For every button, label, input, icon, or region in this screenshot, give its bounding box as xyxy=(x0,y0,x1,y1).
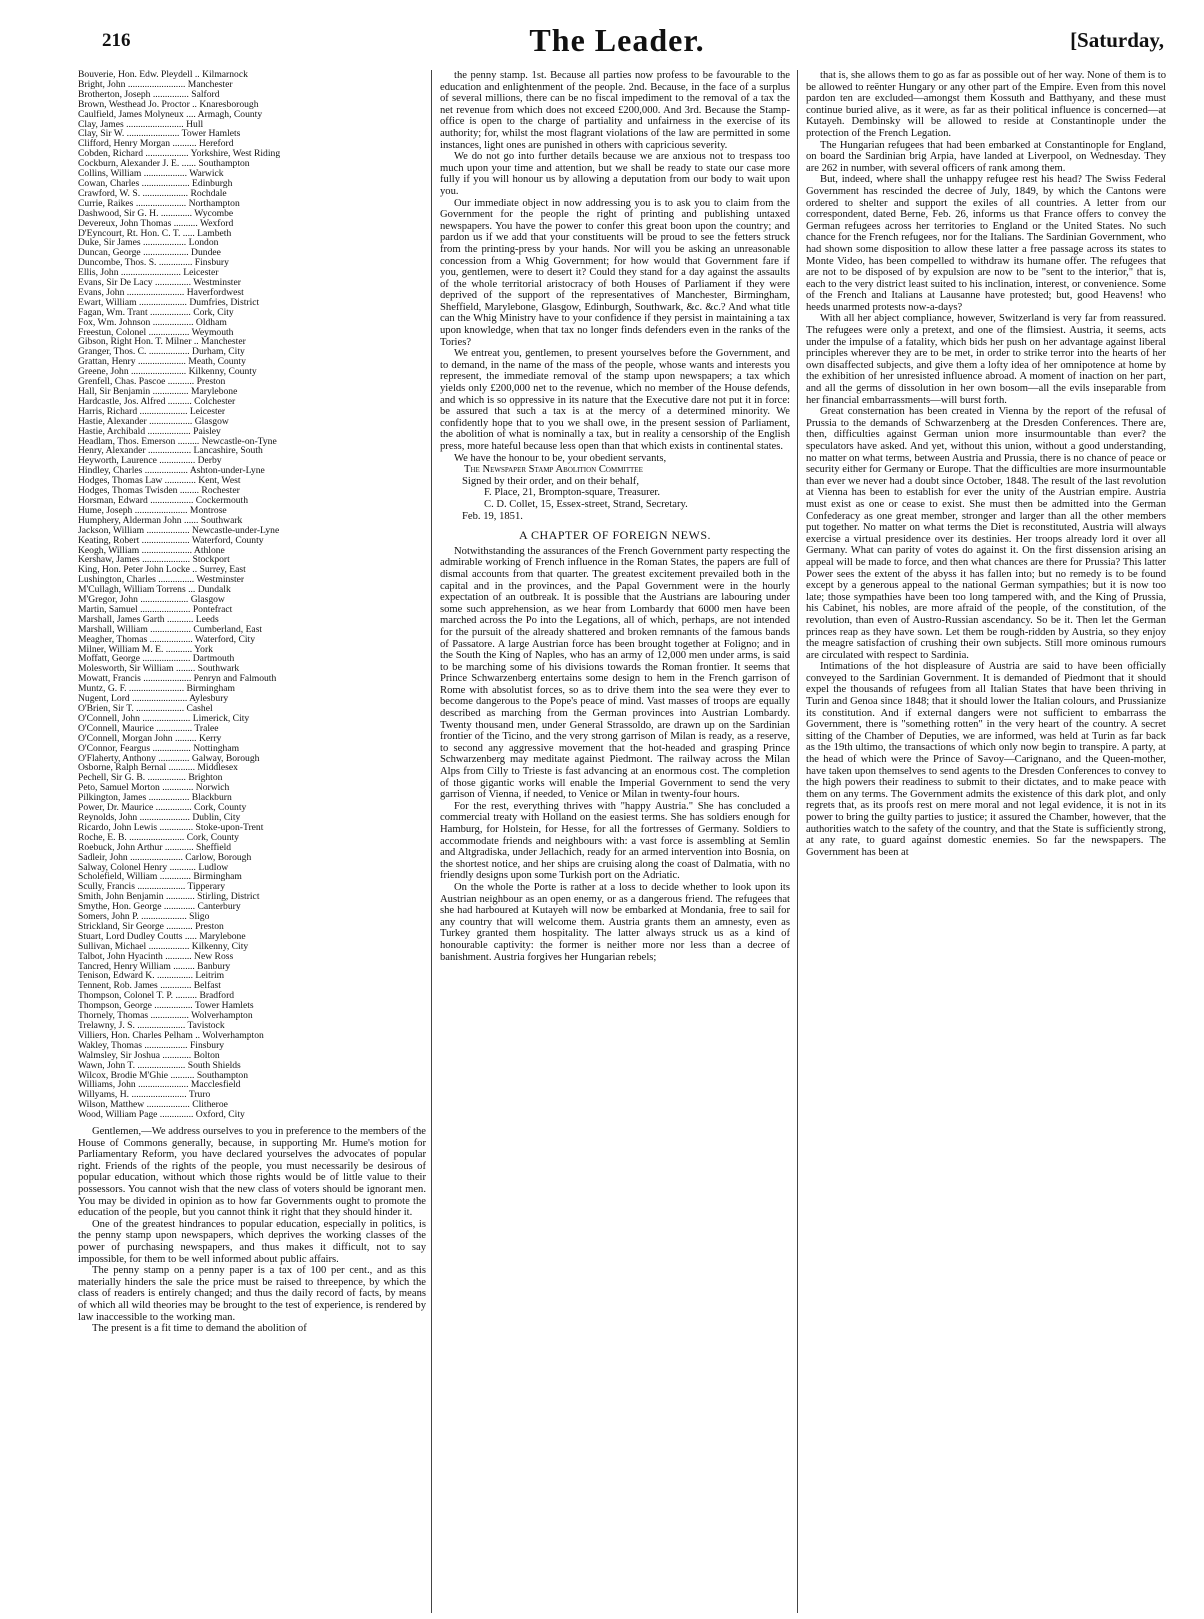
letter-date: Feb. 19, 1851. xyxy=(462,510,523,522)
member-entry: Horsman, Edward .................. Cockermouth xyxy=(78,495,248,506)
member-entry: Humphery, Alderman John ...... Southwark xyxy=(78,515,243,526)
letter-to-members xyxy=(78,1126,426,1335)
member-entry: O'Connell, Maurice ............... Tralee xyxy=(78,723,219,734)
member-entry: M'Cullagh, William Torrens ... Dundalk xyxy=(78,585,231,596)
member-entry: Stuart, Lord Dudley Coutts ..... Marylebone xyxy=(78,931,246,942)
member-entry: Nugent, Lord ....................... Aylesbury xyxy=(78,694,229,704)
paragraph: We do not go into further details because we are anxious not to trespass too much upon your time and attention, but we shall be ready to state our case more fully if you will honour us by allowing a deputation from our body to wait upon you. xyxy=(440,151,790,197)
member-entry: O'Connell, John .................... Limerick, City xyxy=(78,713,250,724)
member-entry: Wakley, Thomas .................. Finsbury xyxy=(78,1040,225,1051)
member-entry: Hardcastle, Jos. Alfred .......... Colchester xyxy=(78,396,236,407)
member-entry: O'Connell, Morgan John ......... Kerry xyxy=(78,733,222,744)
paragraph: Our immediate object in now addressing you is to ask you to claim from the Government for the people the right of printing and publishing untaxed newspapers. You have the power to confer this great boon upon the country; and pardon us if we add that your constituents will be proud to see the fetters struck from the printing-press by your hands. Nor will you be asking an unreasonable concession from a Whig Government; for how would that Government fare if you, gentlemen, were to desert it? Could they stand for a day against the assaults of the whole territorial aristocracy of both Houses of Parliament if they were deprived of the support of the representatives of Manchester, Birmingham, Sheffield, Marylebone, Glasgow, Edinburgh, Southwark, &c. &c.? And what title can the Whig Ministry have to your confidence if they persist in maintaining a tax upon knowledge, when that tax no longer finds defenders even in the ranks of the Tories? xyxy=(440,197,790,348)
paragraph: Gentlemen,—We address ourselves to you in preference to the members of the House of Commons generally, because, in supporting Mr. Hume's motion for Parliamentary Reform, you have declared yourselves the advocates of popular right. Friends of the rights of the people, you must necessarily be desirous of popular education, without which those rights would be of little value to their possessors. You cannot wish that the new class of voters should be ignorant men. You may be divided in opinion as to how far Governments ought to promote the education of the people, but you cannot think it right that they should hinder it. xyxy=(78,1126,426,1219)
member-entry: Villiers, Hon. Charles Pelham .. Wolverhampton xyxy=(78,1030,264,1041)
paragraph: The penny stamp on a penny paper is a tax of 100 per cent., and as this materially hinders the sale the price must be raised to threepence, by which the class of readers is entirely changed; and thus the daily record of facts, by means of which all wild theories may be brought to the test of experience, is rendered by law inaccessible to the working man. xyxy=(78,1265,426,1323)
member-entry: Wilson, Matthew .................. Clitheroe xyxy=(78,1100,228,1111)
member-entry: Duncombe, Thos. S. .............. Finsbury xyxy=(78,258,229,269)
member-entry: Freestun, Colonel ................. Weymouth xyxy=(78,327,234,338)
page-number: 216 xyxy=(102,30,131,51)
member-entry: Harris, Richard .................... Leicester xyxy=(78,406,226,417)
member-entry: Hastie, Alexander .................. Glasgow xyxy=(78,416,229,427)
member-entry: Cockburn, Alexander J. E. ...... Southampton xyxy=(78,159,250,170)
member-entry: Hume, Joseph ...................... Montrose xyxy=(78,505,227,516)
paragraph: One of the greatest hindrances to popular education, especially in politics, is the penny stamp upon newspapers, which deprives the working classes of the power of purchasing newspapers, and thus makes it difficult, not to say impossible, for them to be well informed about public affairs. xyxy=(78,1218,426,1265)
member-entry: Cobden, Richard .................. Yorkshire, West Riding xyxy=(78,149,281,160)
paragraph: Notwithstanding the assurances of the French Government party respecting the admirable working of French influence in the Roman States, the papers are full of dismal accounts from that quarter. The greatest excitement prevailed both in the capital and in the provinces, and the Papal Government were in the hourly expectation of an outbreak. It is possible that the Austrians are labouring under some such apprehension, as we hear from Lombardy that 6000 men have been marched across the Po into the Legations, all of which, perhaps, are not intended for the pursuit of the already shattered and broken remnants of the famous bands of Passatore. A large Austrian force has been brought together at Foligno; and in the South the King of Naples, who has an army of 12,000 men under arms, is said to be marching some of his divisions towards the Roman frontier. It seems that Prince Schwarzenberg entertains some design to hem in the French garrison of Rome with absolutist forces, so as to drive them into the sea were they ever to become dangerous to the Pope's peace of mind. Vast masses of troops are equally described as marching from the German provinces into Austrian Lombardy. Twenty thousand men, under General Strassoldo, are drawn up on the Sardinian frontier of the Ticino, and the very strong garrison of Milan is ready, as a reserve, to second any aggressive movement that the hot-headed and grasping Prince Schwarzenberg may meditate against Piedmont. The railway across the Milan Alps from Cilly to Trieste is fast advancing at an enormous cost. The completion of those gigantic works will enable the Imperial Government to send the very garrison of Vienna, if needed, to Venice or Milan in twenty-four hours. xyxy=(440,545,790,801)
member-entry: Wood, William Page .............. Oxford, City xyxy=(78,1110,245,1121)
columns xyxy=(78,70,1166,1613)
member-entry: Ricardo, John Lewis .............. Stoke-upon-Trent xyxy=(78,822,264,833)
member-entry: Bright, John ........................ Manchester xyxy=(78,79,233,90)
member-entry: Gibson, Right Hon. T. Milner .. Manchester xyxy=(78,337,246,348)
member-entry: Sadleir, John ...................... Carlow, Borough xyxy=(78,852,252,863)
member-entry: Crawford, W. S. ................... Rochdale xyxy=(78,188,227,199)
member-entry: Walmsley, Sir Joshua ............ Bolton xyxy=(78,1050,220,1061)
member-entry: Reynolds, John ..................... Dublin, City xyxy=(78,812,241,823)
member-entry: Smith, John Benjamin ............ Stirling, District xyxy=(78,892,260,903)
member-entry: Strickland, Sir George ........... Preston xyxy=(78,921,224,932)
member-entry: Keogh, William ..................... Athlone xyxy=(78,545,225,556)
member-entry: Meagher, Thomas .................. Waterford, City xyxy=(78,634,256,645)
member-entry: Jackson, William .................. Newcastle-under-Lyne xyxy=(78,525,280,536)
member-entry: Roebuck, John Arthur ............ Sheffield xyxy=(78,842,232,853)
paragraph: The present is a fit time to demand the abolition of xyxy=(92,1323,307,1335)
member-entry: Brotherton, Joseph ............... Salford xyxy=(78,89,220,100)
paragraph: We have the honour to be, your obedient servants, xyxy=(454,452,667,464)
member-entry: Mowatt, Francis .................... Penryn and Falmouth xyxy=(78,674,277,685)
foreign-news-continued xyxy=(806,70,1166,858)
member-entry: Sullivan, Michael ................. Kilkenny, City xyxy=(78,941,249,952)
member-entry: Headlam, Thos. Emerson ......... Newcastle-on-Tyne xyxy=(78,436,277,447)
member-entry: O'Brien, Sir T. .................... Cashel xyxy=(78,704,213,714)
column-2 xyxy=(440,70,790,1613)
member-entry: Milner, William M. E. ........... York xyxy=(78,644,213,655)
member-entry: Cowan, Charles .................... Edinburgh xyxy=(78,178,233,189)
member-entry: Hodges, Thomas Twisden ........ Rochester xyxy=(78,486,240,496)
member-entry: Willyams, H. ....................... Truro xyxy=(78,1090,211,1101)
column-rule xyxy=(431,70,432,1613)
member-entry: Wilcox, Brodie M'Ghie .......... Southampton xyxy=(78,1070,249,1081)
member-entry: Ewart, William .................... Dumfries, District xyxy=(78,297,260,308)
signed-line: Signed by their order, and on their behalf, xyxy=(462,475,639,487)
member-entry: Salway, Colonel Henry ........... Ludlow xyxy=(78,862,229,873)
paragraph: We entreat you, gentlemen, to present yourselves before the Government, and to demand, in the name of the mass of the people, whose wants and interests you represent, the immediate removal of the stamp upon newspapers; a tax which yields only £200,000 net to the revenue, which no member of the House defends, and which is so oppressive in its nature that the Executive dare not put it in force: be assured that such a tax is at the mercy of a determined minority. We confidently hope that to you we shall owe, in the present session of Parliament, the abolition of what is nominally a tax, but in reality a censorship of the English press, more hateful because less open than that which exists in continental states. xyxy=(440,348,790,452)
member-entry: Peto, Samuel Morton ............. Norwich xyxy=(78,783,230,794)
member-entry: O'Flaherty, Anthony ............. Galway, Borough xyxy=(78,753,260,764)
member-entry: Brown, Westhead Jo. Proctor .. Knaresborough xyxy=(78,99,259,110)
member-entry: Moffatt, George .................... Dartmouth xyxy=(78,654,235,665)
member-entry: Tancred, Henry William ......... Banbury xyxy=(78,961,231,972)
member-entry: Marshall, James Garth ........... Leeds xyxy=(78,614,219,625)
member-entry: Williams, John ..................... Macclesfield xyxy=(78,1080,241,1091)
member-entry: Devereux, John Thomas .......... Wexford xyxy=(78,218,234,229)
member-entry: Henry, Alexander .................. Lancashire, South xyxy=(78,446,263,457)
member-entry: M'Gregor, John .................... Glasgow xyxy=(78,595,225,605)
member-entry: Ellis, John ......................... Leicester xyxy=(78,268,219,279)
member-entry: Pechell, Sir G. B. ................ Brighton xyxy=(78,773,223,784)
member-entry: Greene, John ....................... Kilkenny, County xyxy=(78,367,257,378)
issue-day: [Saturday, xyxy=(1070,28,1164,52)
paragraph: For the rest, everything thrives with "happy Austria." She has concluded a commercial treaty with Holland on the easiest terms. She has soldiers enough for Hamburg, for Holstein, for Hesse, for all the fortresses of Germany. Soldiers to accommodate friends and neighbours with: a vast force is assembling at Semlin and Altgradiska, under Jellachich, ready for an armed intervention into Bosnia, on the shortest notice, and her ships are cruising along the coast of Dalmatia, with no friendly designs upon some Turkish port on the Adriatic. xyxy=(440,800,790,882)
member-entry: Hodges, Thomas Law ............. Kent, West xyxy=(78,476,241,487)
member-entry: Hindley, Charles .................. Ashton-under-Lyne xyxy=(78,466,265,477)
paragraph: The Hungarian refugees that had been embarked at Constantinople for England, on board the Sardinian brig Arpia, have landed at Liverpool, on Wednesday. They are 262 in number, with several officers of rank among them. xyxy=(806,139,1166,174)
member-entry: Scholefield, William ............. Birmingham xyxy=(78,872,242,883)
member-entry: Thompson, Colonel T. P. ......... Bradford xyxy=(78,991,235,1002)
member-entry: Caulfield, James Molyneux .... Armagh, County xyxy=(78,109,263,120)
member-entry: Martin, Samuel ..................... Pontefract xyxy=(78,604,233,615)
member-entry: Clay, James ........................ Hull xyxy=(78,119,204,130)
newspaper-title: The Leader. xyxy=(529,22,705,58)
foreign-news xyxy=(440,546,790,963)
member-entry: D'Eyncourt, Rt. Hon. C. T. ..... Lambeth xyxy=(78,228,232,239)
member-entry: Evans, John ........................ Haverfordwest xyxy=(78,287,244,298)
member-entry: Pilkington, James ................. Blackburn xyxy=(78,793,232,804)
member-entry: Roche, E. B. ....................... Cork, County xyxy=(78,832,239,843)
paragraph: that is, she allows them to go as far as possible out of her way. None of them is to be allowed to reënter Hungary or any other part of the Empire. Even from this novel pardon ten are excluded—amongst them Kossuth and Batthyany, and these must continue buried alive, as it were, as far as their political influence is concerned—at Kutayeh. Dembinsky will be allowed to reside at Constantinople under the protection of the French Legation. xyxy=(806,70,1166,139)
member-entry: Muntz, G. F. ....................... Birmingham xyxy=(78,684,235,695)
member-entry: Hall, Sir Benjamin ............... Marylebone xyxy=(78,387,238,397)
signatory-treasurer: F. Place, 21, Brompton-square, Treasurer. xyxy=(484,487,660,499)
member-entry: Bouverie, Hon. Edw. Pleydell .. Kilmarnock xyxy=(78,70,248,80)
member-entry: Tennent, Rob. James ............. Belfast xyxy=(78,981,221,992)
column-3 xyxy=(806,70,1166,1613)
member-entry: Dashwood, Sir G. H. ............. Wycombe xyxy=(78,208,234,219)
committee-name: The Newspaper Stamp Abolition Committee xyxy=(464,464,643,476)
paragraph: Intimations of the hot displeasure of Austria are said to have been officially conveyed to the Sardinian Government. It is demanded of Piedmont that it should expel the thousands of refugees from all Italian States that have been thriving in Turin and Genoa since 1848; that it should lower the Italian colours, and Prussianize its constitution. And if external dangers were not sufficient to embarrass the Government, there is "something rotten" in the very heart of the country. A secret sitting of the Chamber of Deputies, we are informed, was held at Turin as far back as the 19th ultimo, the transactions of which only now begin to transpire. A party, at the head of which were the Prince of Savoy—Carignano, and the Queen-mother, have taken upon themselves to send agents to the Dresden Conferences to convey to the high powers their readiness to submit to their dictates, and to make peace with them on any terms. The Government admits the existence of this dark plot, and only regrets that, as its proofs rest on mere moral and not legal evidence, it is not in its power to bring the guilty parties to justice; it assured the Chamber, however, that the authorities watch to the safety of the country, and that the State is sufficiently strong, at any rate, to guard against domestic enemies. So far the newspapers. The Government has been at xyxy=(806,661,1166,858)
member-entry: Thompson, George ................ Tower Hamlets xyxy=(78,1001,254,1012)
member-entry: Keating, Robert .................... Waterford, County xyxy=(78,535,264,546)
member-entry: Kershaw, James .................... Stockport xyxy=(78,555,230,566)
member-entry: Grattan, Henry .................... Meath, County xyxy=(78,357,246,368)
paragraph: With all her abject compliance, however, Switzerland is very far from reassured. The refugees were only a pretext, and one of the flimsiest. Austria, it seems, acts under the impulse of a fatality, which bids her push on her advantage against liberal principles wherever they are to be met, in order to strike terror into the hearts of her own disaffected subjects, and give them a lofty idea of her omnipotence at home by the exhibition of her unresisted influence abroad. A moment of inaction on her part, and all the germs of dissolution in her own bosom—all the evils inseparable from her financial embarrassments—will burst forth. xyxy=(806,313,1166,406)
member-entry: Lushington, Charles ............... Westminster xyxy=(78,575,245,586)
column-rule xyxy=(797,70,798,1613)
member-entry: Clay, Sir W. ...................... Tower Hamlets xyxy=(78,129,241,140)
member-entry: Currie, Raikes ..................... Northampton xyxy=(78,198,240,209)
member-entry: O'Connor, Feargus ................ Nottingham xyxy=(78,743,240,754)
member-entry: Fox, Wm. Johnson ................. Oldham xyxy=(78,317,227,328)
member-entry: Fagan, Wm. Trant ................. Cork, City xyxy=(78,307,234,318)
member-entry: Granger, Thos. C. ................. Durham, City xyxy=(78,347,245,358)
member-entry: King, Hon. Peter John Locke .. Surrey, East xyxy=(78,565,246,576)
signatory-secretary: C. D. Collet, 15, Essex-street, Strand, Secretary. xyxy=(484,498,688,510)
member-entry: Clifford, Henry Morgan .......... Hereford xyxy=(78,139,234,150)
member-entry: Duke, Sir James .................. London xyxy=(78,238,219,249)
member-entry: Talbot, John Hyacinth ........... New Ross xyxy=(78,951,234,962)
masthead xyxy=(70,20,1164,60)
member-entry: Power, Dr. Maurice ............... Cork, County xyxy=(78,803,247,813)
member-entry: Marshall, William ................. Cumberland, East xyxy=(78,624,263,635)
member-entry: Trelawny, J. S. .................... Tavistock xyxy=(78,1021,225,1031)
letter-continued xyxy=(440,70,790,464)
member-entry: Duncan, George ................... Dundee xyxy=(78,248,221,259)
member-entry: Scully, Francis .................... Tipperary xyxy=(78,882,226,893)
member-entry: Somers, John P. ................... Sligo xyxy=(78,912,210,922)
member-entry: Smythe, Hon. George ............. Canterbury xyxy=(78,902,241,913)
member-entry: Collins, William .................. Warwick xyxy=(78,169,224,179)
member-entry: Evans, Sir De Lacy ............... Westminster xyxy=(78,278,241,288)
article-heading: A CHAPTER OF FOREIGN NEWS. xyxy=(518,528,711,543)
member-entry: Osborne, Ralph Bernal ........... Middlesex xyxy=(78,763,238,774)
member-entry: Hastie, Archibald .................. Paisley xyxy=(78,426,221,437)
member-entry: Molesworth, Sir William ........ Southwark xyxy=(78,664,240,675)
paragraph: the penny stamp. 1st. Because all parties now profess to be favourable to the education and enlightenment of the people. 2nd. Because, in the face of a surplus of several millions, there can be no fiscal impediment to the removal of a tax the net revenue from which does not exceed £200,000. And 3rd. Because the Stamp-office is open to the charge of partiality and unfairness in the exercise of its authority; for, whilst the most flagrant violations of the law are permitted in some instances, light ones are punished in others with capricious severity. xyxy=(440,70,790,151)
member-list xyxy=(78,70,426,1120)
member-entry: Grenfell, Chas. Pascoe ........... Preston xyxy=(78,377,226,387)
member-entry: Wawn, John T. .................... South Shields xyxy=(78,1060,241,1071)
paragraph: But, indeed, where shall the unhappy refugee rest his head? The Swiss Federal Government has rescinded the decree of July, 1849, by which the Cantons were ordered to shelter and support the exiles of all countries. A letter from our correspondent, dated Berne, Feb. 26, informs us that France offers to convey the German refugees across her territories to England or the United States. No such chance for the French refugees, nor for the Italians. The Sardinian Government, who had shown some disposition to allow these latter a free passage across its states to Monte Video, has been compelled to withdraw its humane offer. The refugees that are not to be disposed of by expulsion are now to be "sent to the interior," that is, each to the very district least suited to his inclination, interest, or convenience. Some of the French and Italians at Lausanne have protested; but, good Heavens! who heeds unarmed protests now-a-days? xyxy=(806,174,1166,313)
member-entry: Heyworth, Laurence ............... Derby xyxy=(78,456,222,467)
paragraph: On the whole the Porte is rather at a loss to decide whether to look upon its Austrian neighbour as an open enemy, or as a dangerous friend. The refugees that she had harboured at Kutayeh will now be embarked at Mondania, free to sail for any country that will welcome them. Austria grants them an amnesty, even as Turkey granted them hospitality. The latter always struck us as a kind of honourable captivity: the former is neither more nor less than a decree of banishment. Austria forgives her Hungarian rebels; xyxy=(440,881,790,963)
paragraph: Great consternation has been created in Vienna by the report of the refusal of Prussia to the demands of Schwarzenberg at the Dresden Conferences. There are, then, difficulties against German union more insurmountable than ever? the speculators have asked. And yet, without this union, without a good understanding, no matter on what terms, between Austria and Prussia, there is no chance of peace or security either for Germany or Europe. That the difficulties are more insurmountable than ever we never had a doubt since October, 1848. The result of the last revolution at Vienna has been to establish for ever the unity of the Austrian empire. Austria must exist as one or cease to exist. She must then be admitted into the German Confederacy as one great member, stronger and larger than all the other members put together. No matter on what terms the Diet is reconstituted, Austria will always exercise a virtual presidence over its destinies. Her troops already lord it over all Germany. What can parity of votes do against it. On the first dissension arising an appeal will be made to force, and then what chances are there for Prussia? This latter Power sees the extent of the abyss it has fallen into; but no remedy is to be found except by a generous appeal to the national German sympathies; but it is now too late; those sympathies have been too long tampered with, and the King of Prussia, his Cabinet, his nobles, are more afraid of the people, of the constitution, of the revolution, than even of Austro-Russian ascendancy. So be it. Then let the German princes reap as they have sown. Let them be rough-ridden by Austria, so they enjoy the meagre satisfaction of crushing their own subjects. Still more ominous rumours are circulated with respect to Sardinia. xyxy=(806,406,1166,661)
member-entry: Tenison, Edward K. ............... Leitrim xyxy=(78,971,225,982)
column-1 xyxy=(78,70,426,1613)
member-entry: Thornely, Thomas ................ Wolverhampton xyxy=(78,1011,253,1021)
